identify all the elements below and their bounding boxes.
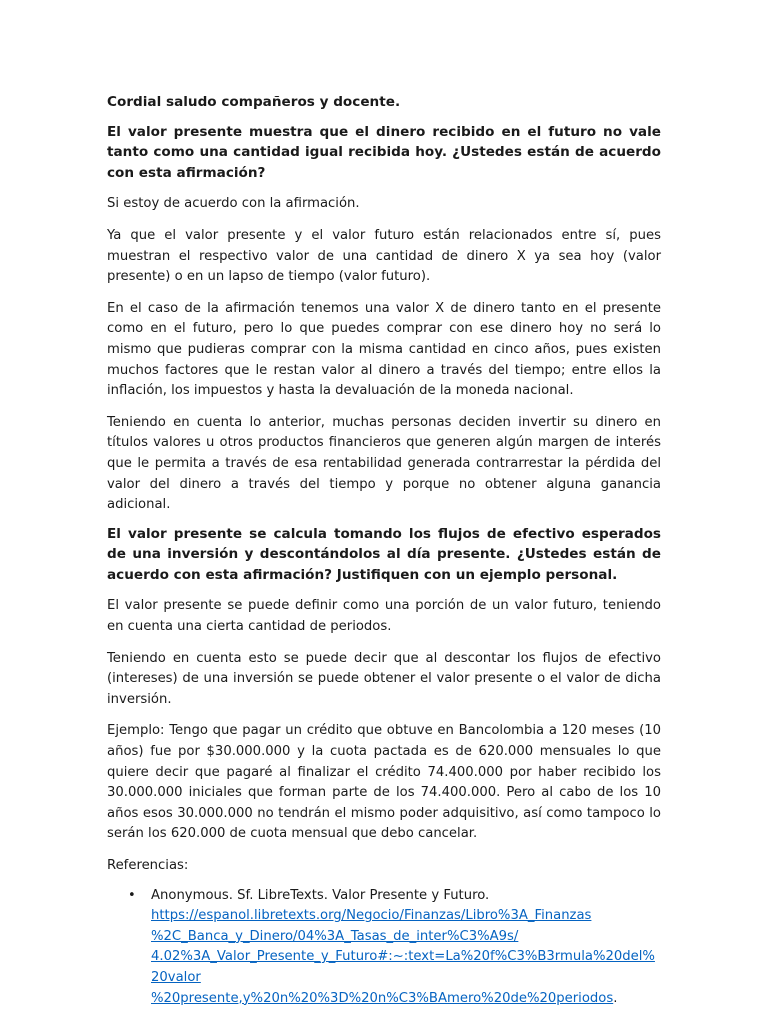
answer-1-paragraph-2: Ya que el valor presente y el valor futuro están relacionados entre sí, pues muestran el respectivo valor de una cantidad de dinero X ya sea hoy (valor presente) o en un lapso de tiempo (valor futuro). — [107, 227, 661, 285]
reference-link-line-2: %2C_Banca_y_Dinero/04%3A_Tasas_de_inter%C3%A9s/ — [151, 928, 519, 944]
reference-link-line-1: https://espanol.libretexts.org/Negocio/Finanzas/Libro%3A_Finanzas — [151, 908, 592, 924]
reference-trailing-period: . — [613, 990, 618, 1006]
document-page — [107, 92, 661, 1009]
references-list — [107, 886, 661, 1010]
question-2: El valor presente se calcula tomando los flujos de efectivo esperados de una inversión y descontándolos al día presente. ¿Ustedes están de acuerdo con esta afirmación? Justifiquen con un ejemplo personal. — [107, 525, 661, 583]
bullet-icon: • — [128, 887, 136, 903]
answer-2-paragraph-3: Ejemplo: Tengo que pagar un crédito que obtuve en Bancolombia a 120 meses (10 años) fue por $30.000.000 y la cuota pactada es de 620.000 mensuales lo que quiere decir que pagaré al finalizar el crédito 74.400.000 por haber recibido los 30.000.000 iniciales que forman parte de los 74.400.000. Pero al cabo de los 10 años esos 30.000.000 no tendrán el mismo poder adquisitivo, así como tampoco lo serán los 620.000 de cuota mensual que debo cancelar. — [107, 723, 661, 842]
answer-1-paragraph-3: En el caso de la afirmación tenemos una valor X de dinero tanto en el presente como en el futuro, pero lo que puedes comprar con ese dinero hoy no será lo mismo que pudieras comprar con la misma cantidad en cinco años, pues existen muchos factores que le restan valor al dinero a través del tiempo; entre ellos la inflación, los impuestos y hasta la devaluación de la moneda nacional. — [107, 300, 661, 399]
reference-text: Anonymous. Sf. LibreTexts. Valor Presente y Futuro. — [151, 887, 490, 903]
answer-2-paragraph-2: Teniendo en cuenta esto se puede decir que al descontar los flujos de efectivo (intereses) de una inversión se puede obtener el valor presente o el valor de dicha inversión. — [107, 650, 661, 707]
answer-1-paragraph-1: Si estoy de acuerdo con la afirmación. — [107, 196, 360, 212]
reference-item — [107, 886, 661, 1010]
answer-2-paragraph-1: El valor presente se puede definir como una porción de un valor futuro, teniendo en cuenta una cierta cantidad de periodos. — [107, 598, 661, 635]
answer-1-paragraph-4: Teniendo en cuenta lo anterior, muchas personas deciden invertir su dinero en títulos valores u otros productos financieros que generen algún margen de interés que le permita a través de esa rentabilidad generada contrarrestar la pérdida del valor del dinero a través del tiempo y porque no obtener alguna ganancia adicional. — [107, 414, 661, 513]
greeting: Cordial saludo compañeros y docente. — [107, 94, 401, 110]
question-1: El valor presente muestra que el dinero recibido en el futuro no vale tanto como una cantidad igual recibida hoy. ¿Ustedes están de acuerdo con esta afirmación? — [107, 123, 661, 181]
reference-link[interactable] — [151, 906, 661, 1005]
reference-link-line-3: 4.02%3A_Valor_Presente_y_Futuro#:~:text=La%20f%C3%B3rmula%20del%20valor — [151, 949, 655, 985]
reference-link-line-4: %20presente,y%20n%20%3D%20n%C3%BAmero%20de%20periodos — [151, 990, 614, 1006]
references-title: Referencias: — [107, 858, 189, 873]
